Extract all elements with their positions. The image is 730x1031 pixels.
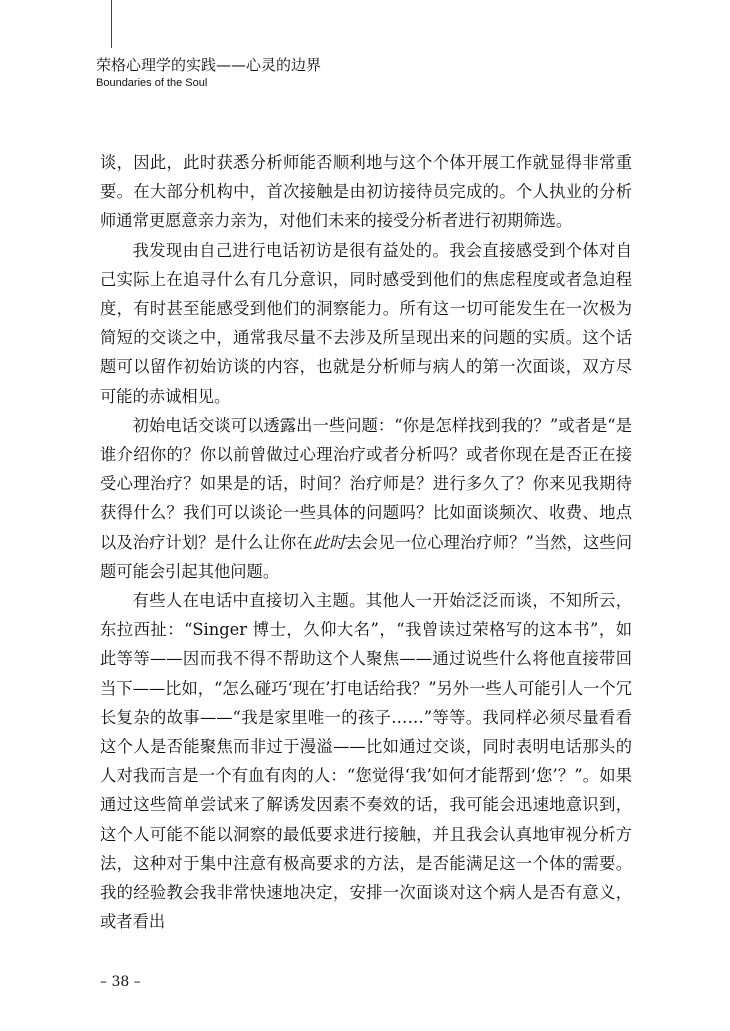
main-text bbox=[100, 148, 632, 936]
paragraph-3-part-2: 去会见一位心理治疗师？”当然，这些问题可能会引起其他问题。 bbox=[100, 532, 632, 581]
page-number: – 38 – bbox=[100, 974, 141, 990]
book-subtitle: Boundaries of the Soul bbox=[96, 77, 208, 89]
emphasis-text: 此时 bbox=[312, 532, 346, 552]
paragraph-4: 有些人在电话中直接切入主题。其他人一开始泛泛而谈，不知所云，东拉西扯：“Singer 博士，久仰大名”，“我曾读过荣格写的这本书”，如此等等——因而我不得不帮助这个人聚焦——通过说些什么将他直接带回当下——比如，“怎么碰巧‘现在’打电话给我？”另外一些人可能引人一个冗长复杂的故事——“我是家里唯一的孩子……”等等。我同样必须尽量看看这个人是否能聚焦而非过于漫溢——比如通过交谈，同时表明电话那头的人对我而言是一个有血有肉的人：“您觉得‘我’如何才能帮到‘您’？”。如果通过这些简单尝试来了解诱发因素不奏效的话，我可能会迅速地意识到，这个人可能不能以洞察的最低要求进行接触，并且我会认真地审视分析方法，这种对于集中注意有极高要求的方法，是否能满足这一个体的需要。我的经验教会我非常快速地决定，安排一次面谈对这个病人是否有意义，或者看出 bbox=[100, 591, 632, 932]
book-title: 荣格心理学的实践——心灵的边界 bbox=[96, 56, 322, 74]
paragraph-1: 谈，因此，此时获悉分析师能否顺利地与这个个体开展工作就显得非常重要。在大部分机构中，首次接触是由初访接待员完成的。个人执业的分析师通常更愿意亲力亲为，对他们未来的接受分析者进行初期筛选。 bbox=[100, 153, 632, 231]
paragraph-3-part-1: 初始电话交谈可以透露出一些问题：“你是怎样找到我的？”或者是“是谁介绍你的？你以前曾做过心理治疗或者分析吗？或者你现在是否正在接受心理治疗？如果是的话，时间？治疗师是？进行多久了？你来见我期待获得什么？我们可以谈论一些具体的问题吗？比如面谈频次、收费、地点以及治疗计划？是什么让你在 bbox=[100, 415, 632, 552]
running-header bbox=[96, 56, 321, 90]
paragraph-2: 我发现由自己进行电话初访是很有益处的。我会直接感受到个体对自己实际上在追寻什么有几分意识，同时感受到他们的焦虑程度或者急迫程度，有时甚至能感受到他们的洞察能力。所有这一切可能发生在一次极为简短的交谈之中，通常我尽量不去涉及所呈现出来的问题的实质。这个话题可以留作初始访谈的内容，也就是分析师与病人的第一次面谈，双方尽可能的赤诚相见。 bbox=[100, 240, 632, 406]
paragraph-3 bbox=[100, 411, 632, 586]
header-rule bbox=[111, 0, 112, 48]
